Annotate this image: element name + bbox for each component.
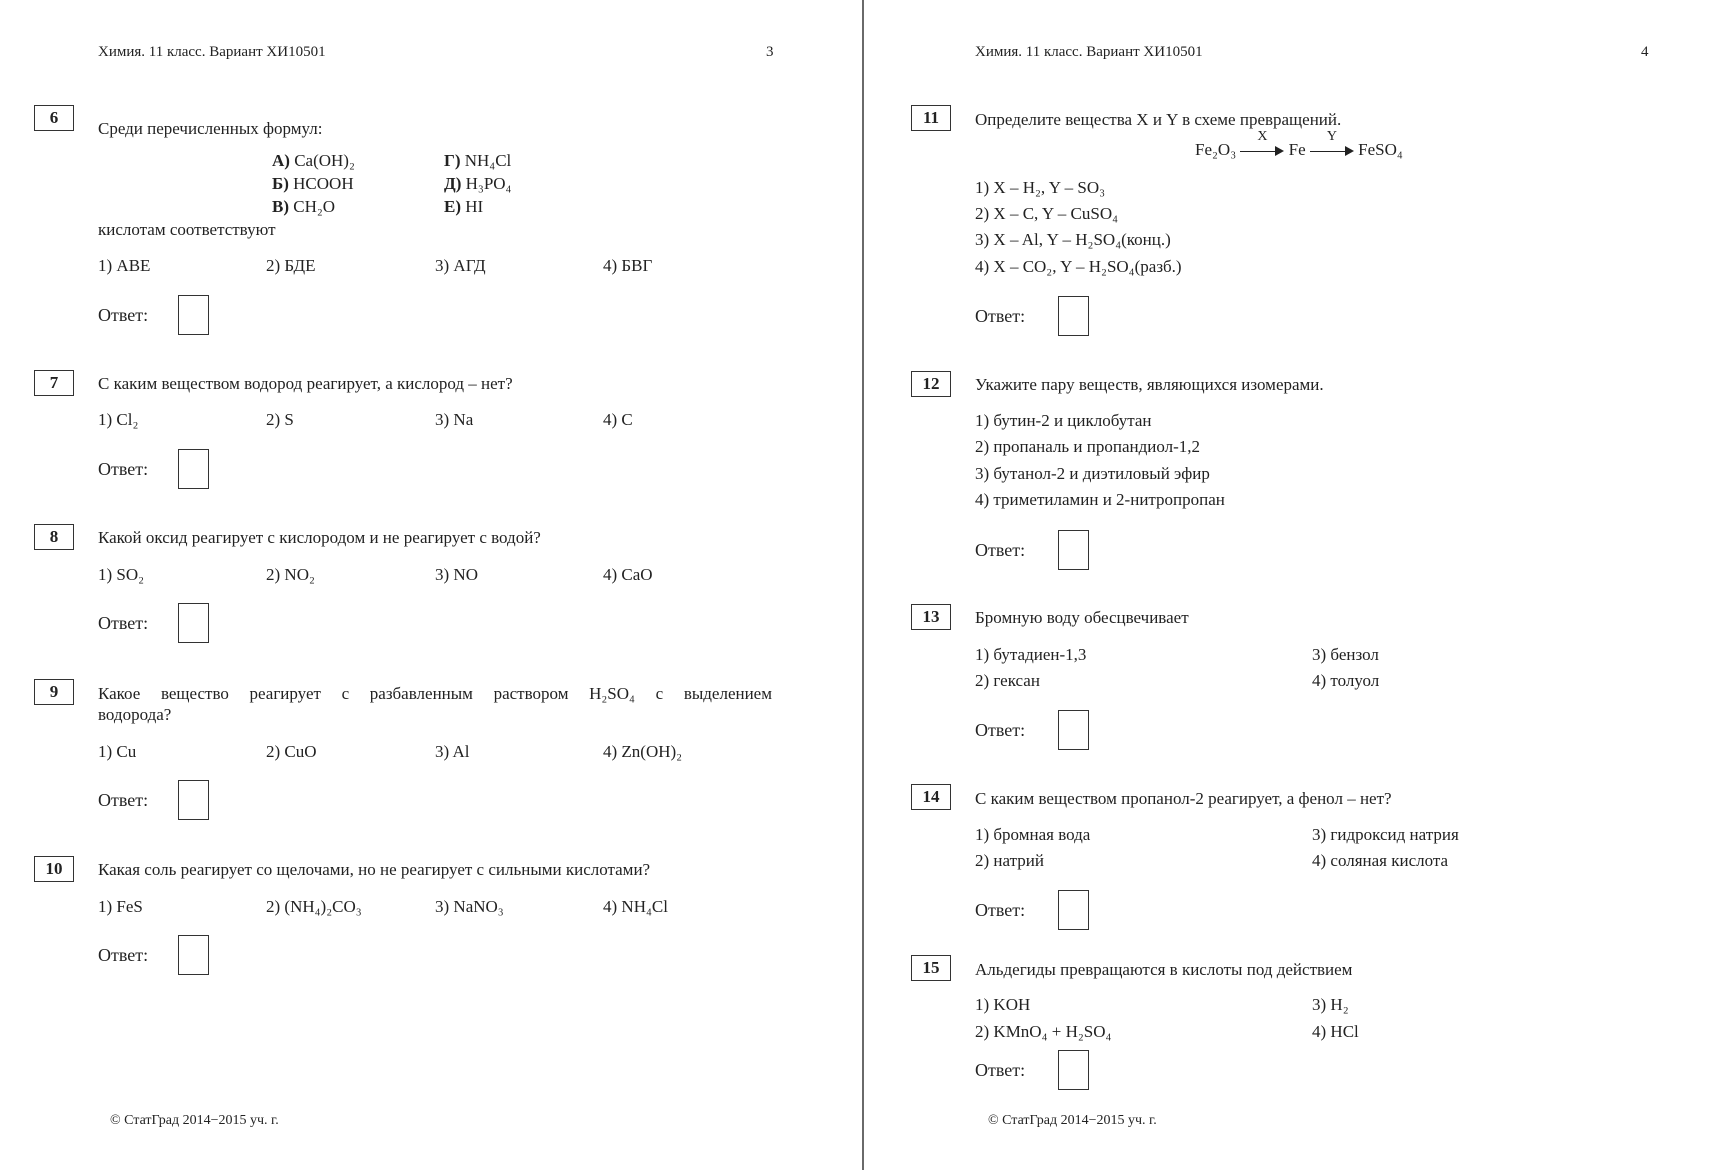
q7-option-2: 2) S (266, 410, 294, 429)
q6-option-3: 3) АГД (435, 256, 486, 275)
q11-option-3: 3) X – Al, Y – H₂SO₄(конц.) (975, 230, 1171, 249)
page-header: Химия. 11 класс. Вариант ХИ10501 (98, 44, 326, 60)
q12-option-3: 3) бутанол-2 и диэтиловый эфир (975, 464, 1210, 483)
q8-option-1: 1) SO₂ (98, 565, 145, 584)
answer-label: Ответ: (98, 613, 149, 633)
question-9-text-line2: водорода? (98, 705, 172, 724)
q13-option-1: 1) бутадиен-1,3 (975, 645, 1087, 664)
formula-b: Б) HCOOH (272, 174, 354, 193)
question-number-9: 9 (34, 679, 74, 705)
answer-box-14[interactable] (1058, 890, 1089, 930)
answer-label: Ответ: (98, 790, 149, 810)
question-10-text: Какая соль реагирует со щелочами, но не реагирует с сильными кислотами? (98, 860, 651, 879)
q8-option-2: 2) NO₂ (266, 565, 315, 584)
q7-option-4: 4) C (603, 410, 633, 429)
page-footer: © СтатГрад 2014−2015 уч. г. (110, 1113, 279, 1128)
q8-option-4: 4) CaO (603, 565, 653, 584)
q7-option-3: 3) Na (435, 410, 474, 429)
answer-box-10[interactable] (178, 935, 209, 975)
q15-option-2: 2) KMnO₄ + H₂SO₄ (975, 1022, 1112, 1041)
q6-option-2: 2) БДЕ (266, 256, 316, 275)
q7-option-1: 1) Cl₂ (98, 410, 139, 429)
question-6-text: Среди перечисленных формул: (98, 119, 323, 138)
question-11-text: Определите вещества X и Y в схеме превращений. (975, 110, 1342, 129)
page-number: 3 (766, 44, 774, 60)
q9-option-2: 2) CuO (266, 742, 317, 761)
q13-option-2: 2) гексан (975, 671, 1040, 690)
q10-option-4: 4) NH₄Cl (603, 897, 668, 916)
q12-option-2: 2) пропаналь и пропандиол-1,2 (975, 437, 1201, 456)
q14-option-4: 4) соляная кислота (1312, 851, 1449, 870)
question-7-text: С каким веществом водород реагирует, а кислород – нет? (98, 374, 513, 393)
formula-e: Е) HI (444, 197, 484, 216)
question-number-6: 6 (34, 105, 74, 131)
scheme-middle: Fe (1288, 140, 1306, 159)
answer-box-13[interactable] (1058, 710, 1089, 750)
formula-v: В) CH₂O (272, 197, 336, 216)
question-number-8: 8 (34, 524, 74, 550)
q15-option-1: 1) KOH (975, 995, 1031, 1014)
question-13-text: Бромную воду обесцвечивает (975, 608, 1189, 627)
question-15-text: Альдегиды превращаются в кислоты под действием (975, 960, 1353, 979)
q8-option-3: 3) NO (435, 565, 478, 584)
formula-d: Д) H₃PO₄ (444, 174, 512, 193)
q14-option-1: 1) бромная вода (975, 825, 1091, 844)
answer-box-6[interactable] (178, 295, 209, 335)
question-14-text: С каким веществом пропанол-2 реагирует, а фенол – нет? (975, 789, 1392, 808)
page-header: Химия. 11 класс. Вариант ХИ10501 (975, 44, 1203, 60)
q11-option-2: 2) X – C, Y – CuSO₄ (975, 204, 1119, 223)
question-8-text: Какой оксид реагирует с кислородом и не реагирует с водой? (98, 528, 541, 547)
q13-option-4: 4) толуол (1312, 671, 1380, 690)
q14-option-3: 3) гидроксид натрия (1312, 825, 1459, 844)
q10-option-3: 3) NaNO₃ (435, 897, 504, 916)
q6-option-4: 4) БВГ (603, 256, 653, 275)
q13-option-3: 3) бензол (1312, 645, 1379, 664)
q6-option-1: 1) АВЕ (98, 256, 151, 275)
q9-option-4: 4) Zn(OH)₂ (603, 742, 683, 761)
answer-label: Ответ: (98, 945, 149, 965)
answer-box-12[interactable] (1058, 530, 1089, 570)
q15-option-4: 4) HCl (1312, 1022, 1359, 1041)
answer-label: Ответ: (975, 306, 1026, 326)
q12-option-1: 1) бутин-2 и циклобутан (975, 411, 1152, 430)
q14-option-2: 2) натрий (975, 851, 1044, 870)
question-number-11: 11 (911, 105, 951, 131)
page-number: 4 (1641, 44, 1649, 60)
answer-box-8[interactable] (178, 603, 209, 643)
answer-label: Ответ: (975, 900, 1026, 920)
answer-label: Ответ: (975, 1060, 1026, 1080)
question-number-15: 15 (911, 955, 951, 981)
arrow-x: X (1240, 141, 1284, 161)
page-footer: © СтатГрад 2014−2015 уч. г. (988, 1113, 1157, 1128)
question-6-suffix: кислотам соответствуют (98, 220, 276, 239)
q10-option-2: 2) (NH₄)₂CO₃ (266, 897, 362, 916)
reaction-scheme (1195, 129, 1403, 161)
q10-option-1: 1) FeS (98, 897, 143, 916)
question-number-14: 14 (911, 784, 951, 810)
question-9-text-line1: Какое вещество реагирует с разбавленным раствором H₂SO₄ с выделением (98, 684, 772, 703)
question-number-13: 13 (911, 604, 951, 630)
answer-label: Ответ: (975, 720, 1026, 740)
q12-option-4: 4) триметиламин и 2-нитропропан (975, 490, 1225, 509)
question-number-10: 10 (34, 856, 74, 882)
q11-option-4: 4) X – CO₂, Y – H₂SO₄(разб.) (975, 257, 1182, 276)
right-page (865, 0, 1722, 1170)
formula-g: Г) NH₄Cl (444, 151, 512, 170)
question-number-7: 7 (34, 370, 74, 396)
arrow-y: Y (1310, 141, 1354, 161)
question-12-text: Укажите пару веществ, являющихся изомерами. (975, 375, 1324, 394)
answer-box-7[interactable] (178, 449, 209, 489)
q9-option-3: 3) Al (435, 742, 470, 761)
answer-box-9[interactable] (178, 780, 209, 820)
answer-label: Ответ: (975, 540, 1026, 560)
page-divider (862, 0, 864, 1170)
answer-box-15[interactable] (1058, 1050, 1089, 1090)
answer-label: Ответ: (98, 459, 149, 479)
q9-option-1: 1) Cu (98, 742, 137, 761)
q11-option-1: 1) X – H₂, Y – SO₃ (975, 178, 1106, 197)
answer-label: Ответ: (98, 305, 149, 325)
answer-box-11[interactable] (1058, 296, 1089, 336)
question-number-12: 12 (911, 371, 951, 397)
scheme-end: FeSO₄ (1358, 140, 1403, 159)
scheme-start: Fe₂O₃ (1195, 140, 1237, 159)
q15-option-3: 3) H₂ (1312, 995, 1349, 1014)
formula-a: А) Ca(OH)₂ (272, 151, 355, 170)
